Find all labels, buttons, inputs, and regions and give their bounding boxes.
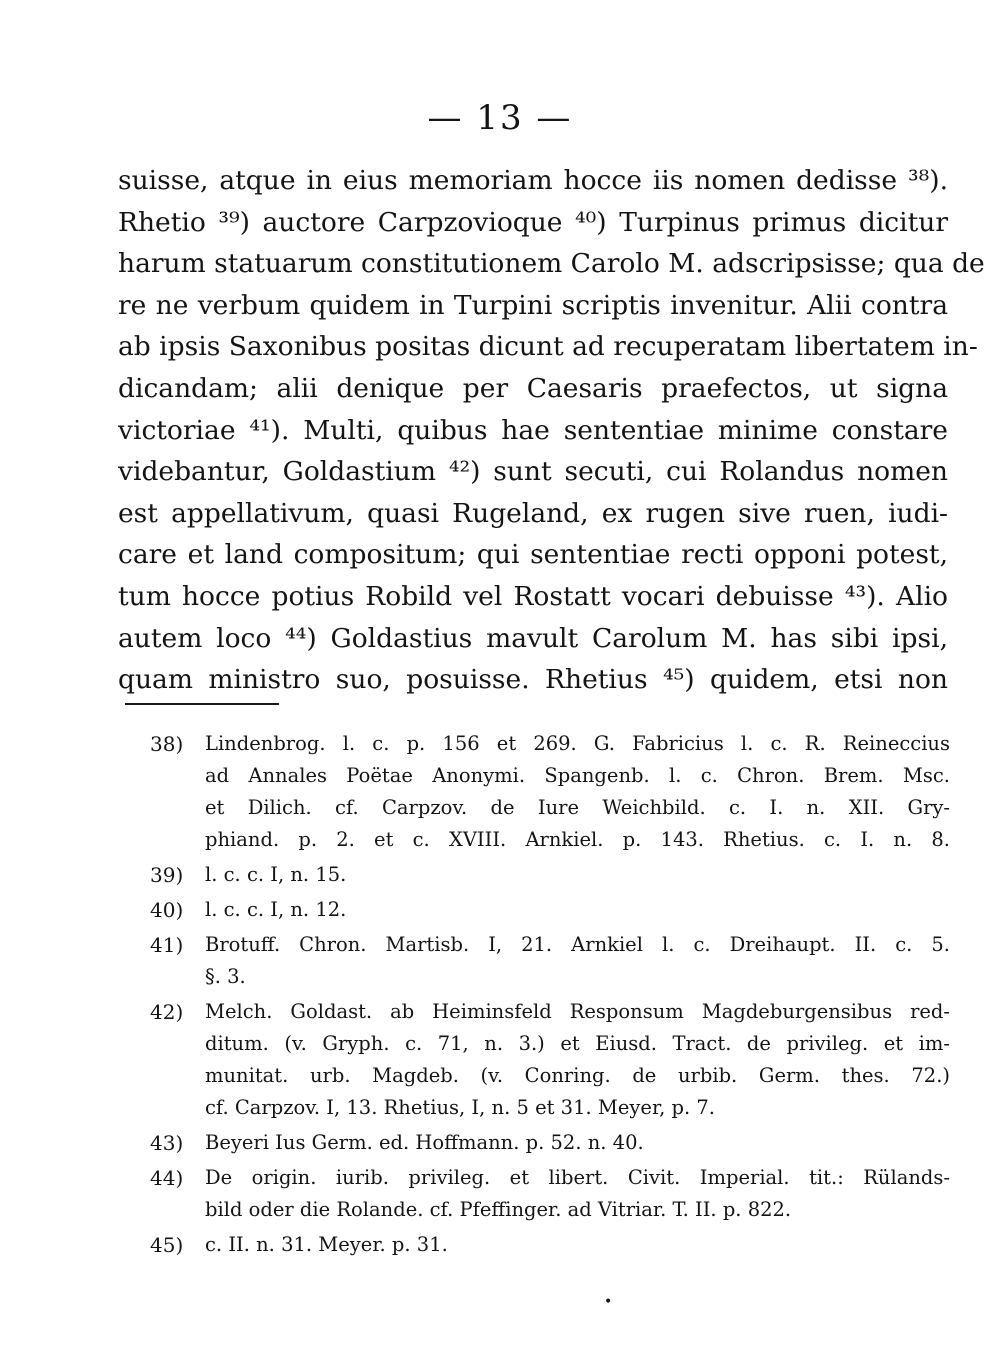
body-line: tum hocce potius Robild vel Rostatt vocari debuisse ⁴³). Alio	[118, 580, 948, 612]
footnote	[150, 1162, 950, 1226]
footnote	[150, 996, 950, 1124]
body-line: re ne verbum quidem in Turpini scriptis invenitur. Alii contra	[118, 289, 948, 321]
main-text	[118, 160, 985, 701]
footnote	[150, 1127, 950, 1159]
footnote-line: §. 3.	[205, 965, 246, 988]
footnote-line: Melch. Goldast. ab Heiminsfeld Responsum Magdeburgensibus red-	[205, 1000, 950, 1023]
body-line: dicandam; alii denique per Caesaris praefectos, ut signa	[118, 372, 948, 404]
body-line: Rhetio ³⁹) auctore Carpzovioque ⁴⁰) Turpinus primus dicitur	[118, 206, 948, 238]
footnotes	[150, 728, 950, 1264]
footnote-number: 41)	[150, 933, 184, 957]
footnote-line: bild oder die Rolande. cf. Pfeffinger. ad Vitriar. T. II. p. 822.	[205, 1198, 792, 1221]
body-line: suisse, atque in eius memoriam hocce iis nomen dedisse ³⁸).	[118, 165, 948, 196]
footnote	[150, 929, 950, 993]
body-line: est appellativum, quasi Rugeland, ex rugen sive ruen, iudi-	[118, 497, 948, 529]
footnote-line: phiand. p. 2. et c. XVIII. Arnkiel. p. 143. Rhetius. c. I. n. 8.	[205, 828, 950, 851]
footnote	[150, 894, 950, 926]
footnote-line: ad Annales Poëtae Anonymi. Spangenb. l. c. Chron. Brem. Msc.	[205, 764, 950, 787]
page-number: — 13 —	[427, 98, 573, 138]
footnote-line: ditum. (v. Gryph. c. 71, n. 3.) et Eiusd. Tract. de privileg. et im-	[205, 1032, 950, 1055]
footnote-line: et Dilich. cf. Carpzov. de Iure Weichbild. c. I. n. XII. Gry-	[205, 796, 950, 819]
footnote	[150, 859, 950, 891]
footnote-line: Lindenbrog. l. c. p. 156 et 269. G. Fabricius l. c. R. Reineccius	[205, 732, 950, 755]
body-line: ab ipsis Saxonibus positas dicunt ad recuperatam libertatem in-	[118, 331, 978, 363]
footnote-number: 42)	[150, 1000, 184, 1024]
footnote-line: l. c. c. I, n. 12.	[205, 898, 347, 921]
footnote	[150, 728, 950, 856]
signature-mark: •	[604, 1294, 613, 1310]
body-line: harum statuarum constitutionem Carolo M. adscripsisse; qua de	[118, 248, 985, 280]
footnote-number: 43)	[150, 1131, 184, 1155]
body-line: autem loco ⁴⁴) Goldastius mavult Carolum M. has sibi ipsi,	[118, 622, 948, 654]
footnote-line: munitat. urb. Magdeb. (v. Conring. de urbib. Germ. thes. 72.)	[205, 1064, 950, 1087]
footnote-number: 44)	[150, 1166, 184, 1190]
body-line: care et land compositum; qui sententiae recti opponi potest,	[118, 539, 948, 571]
body-line: quam ministro suo, posuisse. Rhetius ⁴⁵) quidem, etsi non	[118, 664, 948, 696]
footnote-number: 38)	[150, 732, 184, 756]
footnote	[150, 1229, 950, 1261]
footnote-line: c. II. n. 31. Meyer. p. 31.	[205, 1233, 448, 1256]
footnote-line: cf. Carpzov. I, 13. Rhetius, I, n. 5 et 31. Meyer, p. 7.	[205, 1096, 715, 1119]
footnote-number: 39)	[150, 863, 184, 887]
footnote-separator-rule	[125, 703, 279, 705]
footnote-line: Brotuff. Chron. Martisb. I, 21. Arnkiel l. c. Dreihaupt. II. c. 5.	[205, 933, 950, 956]
body-line: victoriae ⁴¹). Multi, quibus hae sententiae minime constare	[118, 414, 948, 446]
footnote-line: l. c. c. I, n. 15.	[205, 863, 347, 886]
footnote-line: De origin. iurib. privileg. et libert. Civit. Imperial. tit.: Rülands-	[205, 1166, 950, 1189]
footnote-number: 40)	[150, 898, 184, 922]
footnote-line: Beyeri Ius Germ. ed. Hoffmann. p. 52. n. 40.	[205, 1131, 644, 1154]
footnote-number: 45)	[150, 1233, 184, 1257]
body-line: videbantur, Goldastium ⁴²) sunt secuti, cui Rolandus nomen	[118, 456, 948, 488]
